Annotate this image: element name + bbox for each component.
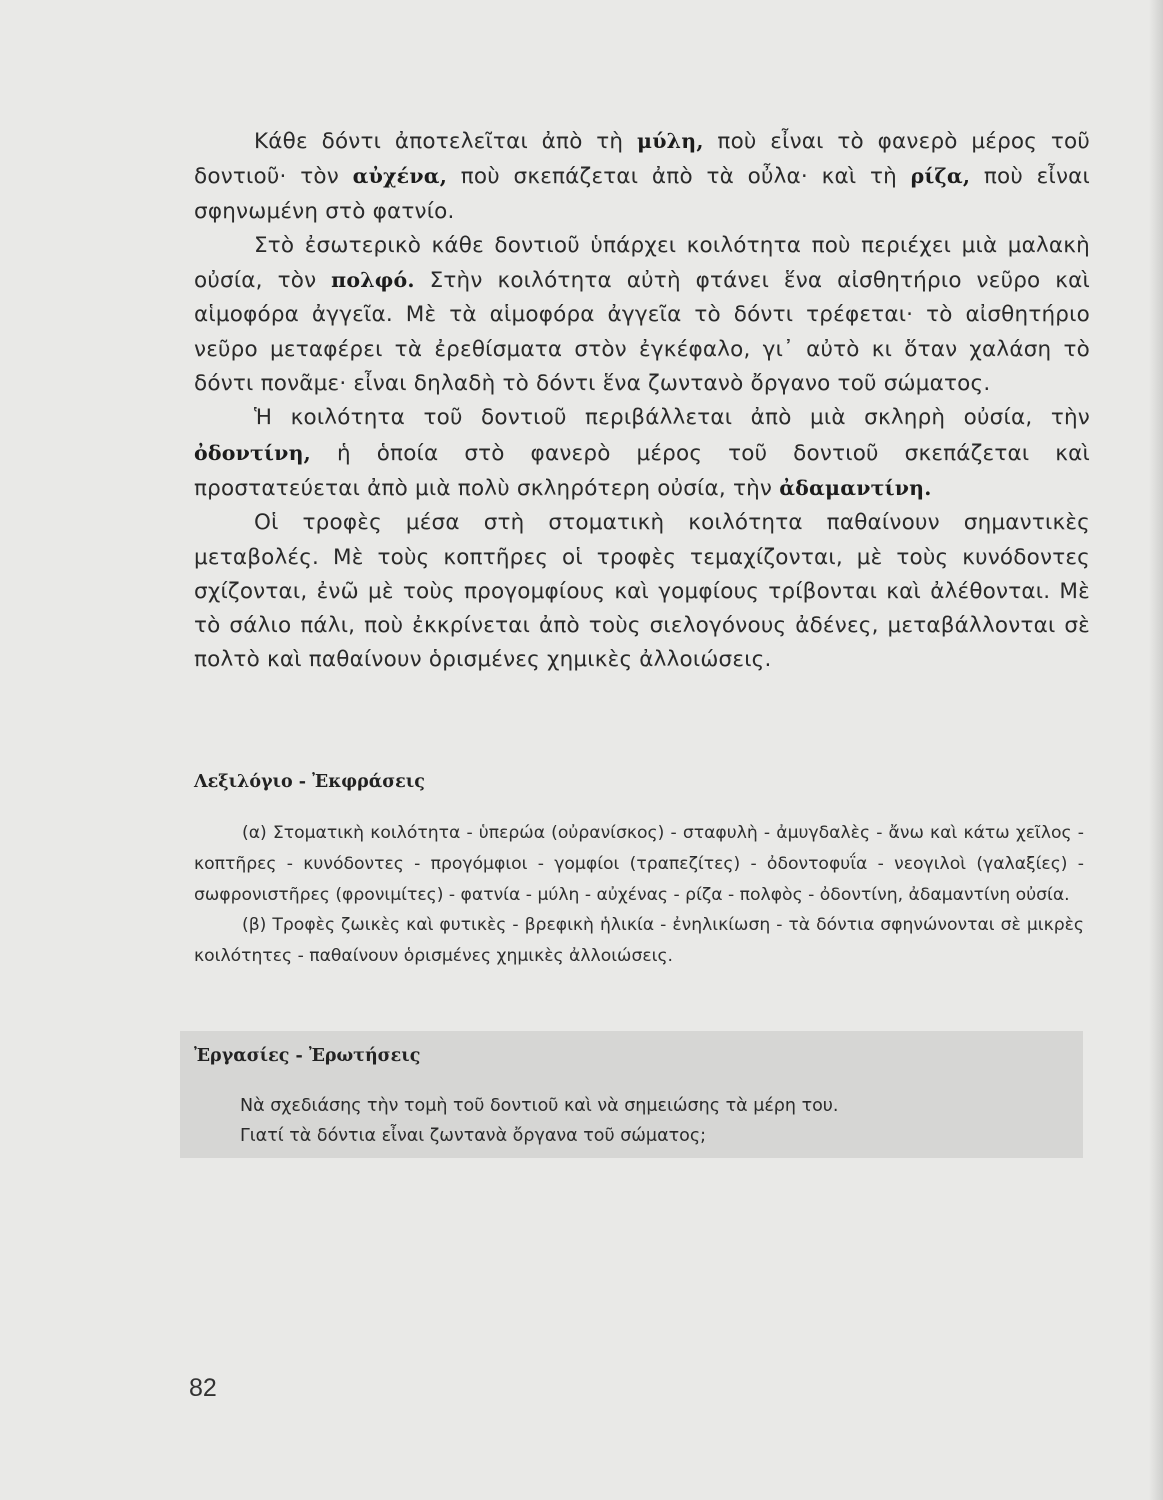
paragraph-pulp <box>194 229 1090 401</box>
term-root: ρίζα, <box>910 164 971 189</box>
text-run: Στὴν κοιλότητα αὐτὴ φτάνει ἕνα αἰσθητήριο νεῦρο καὶ αἱμοφόρα ἀγγεῖα. Μὲ τὰ αἱμοφόρα ἀγγεῖα τὸ δόντι τρέφεται· τὸ αἰσθητήριο νεῦρο μεταφέρει τὰ ἐρεθίσματα στὸν ἐγκέφαλο, γι᾿ αὐτὸ κι ὅταν χαλάση τὸ δόντι πονᾶμε· εἶναι δηλαδὴ τὸ δόντι ἕνα ζωντανὸ ὄργανο τοῦ σώματος. <box>194 268 1090 397</box>
text-run: ποὺ εἶναι τὸ φανερὸ μέρος τοῦ δοντιοῦ· τὸν <box>194 129 1090 190</box>
paragraph-dentin-enamel <box>194 401 1090 506</box>
body-text <box>194 124 1090 678</box>
text-run: Στὸ ἐσωτερικὸ κάθε δοντιοῦ ὑπάρχει κοιλότητα ποὺ περιέχει μιὰ μαλακὴ οὐσία, τὸν <box>194 232 1090 294</box>
term-crown: μύλη, <box>637 129 704 153</box>
text-run: ποὺ σκεπάζεται ἀπὸ τὰ οὖλα· καὶ τὴ <box>447 164 911 190</box>
page-number: 82 <box>189 1374 217 1402</box>
paragraph-tooth-parts <box>194 124 1090 229</box>
exercises-box <box>180 1031 1083 1158</box>
vocabulary-list <box>194 818 1084 972</box>
term-neck: αὐχένα, <box>352 164 448 189</box>
page-edge-shadow <box>1149 0 1163 1500</box>
text-run: Κάθε δόντι ἀποτελεῖται ἀπὸ τὴ <box>254 129 638 154</box>
exercises-list <box>240 1091 1070 1151</box>
exercise-item: Νὰ σχεδιάσης τὴν τομὴ τοῦ δοντιοῦ καὶ νὰ σημειώσης τὰ μέρη του. <box>240 1096 839 1116</box>
vocabulary-group-a: (α) Στοματικὴ κοιλότητα - ὑπερώα (οὐρανίσκος) - σταφυλὴ - ἀμυγδαλὲς - ἄνω καὶ κάτω χεῖλος - κοπτῆρες - κυνόδοντες - προγόμφιοι - γομφίοι (τραπεζίτες) - ὀδοντοφυΐα - νεογιλοὶ (γαλαξίες) - σωφρονιστῆρες (φρονιμίτες) - φατνία - μύλη - αὐχένας - ρίζα - πολφὸς - ὀδοντίνη, ἀδαμαντίνη οὐσία. <box>194 823 1084 905</box>
term-enamel: ἀδαμαντίνη. <box>779 475 932 500</box>
exercises-heading: Ἐργασίες - Ἐρωτήσεις <box>194 1046 421 1066</box>
paragraph-digestion: Οἱ τροφὲς μέσα στὴ στοματικὴ κοιλότητα παθαίνουν σημαντικὲς μεταβολές. Μὲ τοὺς κοπτῆρες οἱ τροφὲς τεμαχίζονται, μὲ τοὺς κυνόδοντες σχίζονται, ἐνῶ μὲ τοὺς προγομφίους καὶ γομφίους τρίβονται καὶ ἀλέθονται. Μὲ τὸ σάλιο πάλι, ποὺ ἐκκρίνεται ἀπὸ τοὺς σιελογόνους ἀδένες, μεταβάλλονται σὲ πολτὸ καὶ παθαίνουν ὁρισμένες χημικὲς ἀλλοιώσεις. <box>194 510 1090 673</box>
vocabulary-group-b: (β) Τροφὲς ζωικὲς καὶ φυτικὲς - βρεφικὴ ἡλικία - ἐνηλικίωση - τὰ δόντια σφηνώνονται σὲ μικρὲς κοιλότητες - παθαίνουν ὁρισμένες χημικὲς ἀλλοιώσεις. <box>194 915 1084 967</box>
term-pulp: πολφό. <box>331 268 415 293</box>
exercise-item: Γιατί τὰ δόντια εἶναι ζωντανὰ ὄργανα τοῦ σώματος; <box>240 1126 707 1146</box>
text-run: ἡ ὁποία στὸ φανερὸ μέρος τοῦ δοντιοῦ σκεπάζεται καὶ προστατεύεται ἀπὸ μιὰ πολὺ σκληρότερη οὐσία, τὴν <box>194 440 1090 501</box>
term-dentin: ὀδοντίνη, <box>194 440 312 465</box>
text-run: ποὺ εἶναι σφηνωμένη στὸ φατνίο. <box>194 164 1091 224</box>
vocabulary-heading: Λεξιλόγιο - Ἐκφράσεις <box>194 772 425 792</box>
text-run: Ἡ κοιλότητα τοῦ δοντιοῦ περιβάλλεται ἀπὸ μιὰ σκληρὴ οὐσία, τὴν <box>254 405 1090 431</box>
